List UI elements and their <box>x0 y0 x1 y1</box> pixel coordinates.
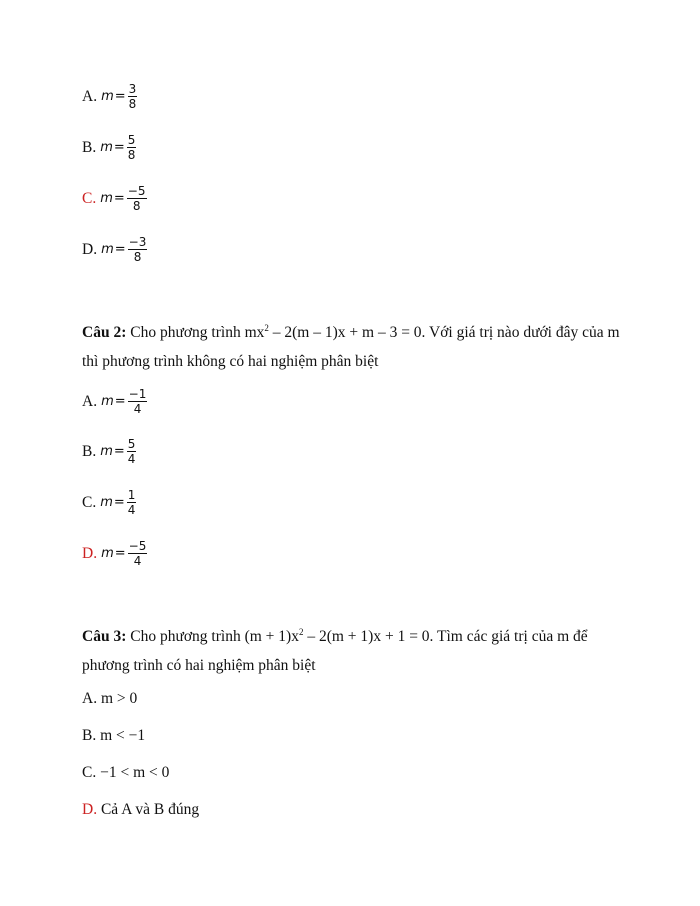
variable: m <box>101 546 114 561</box>
equals-sign: = <box>114 89 126 104</box>
question-text-part2: – 2(m – 1)x + m – 3 = 0. Với giá trị nào dưới đây của m thì phương trình không có hai nghiệm phân biệt <box>82 324 620 370</box>
option-letter: D. <box>82 240 98 258</box>
fraction <box>128 82 138 111</box>
q3-option-a[interactable] <box>82 690 137 708</box>
option-letter: B. <box>82 442 97 460</box>
equals-sign: = <box>113 495 125 510</box>
numerator: −3 <box>128 235 147 249</box>
numerator: 3 <box>128 82 137 96</box>
equals-sign: = <box>114 394 126 409</box>
option-text: −1 < m < 0 <box>96 764 170 781</box>
variable: m <box>100 140 113 155</box>
option-letter: A. <box>82 392 98 410</box>
question-label: Câu 3: <box>82 628 127 645</box>
equals-sign: = <box>113 140 125 155</box>
option-letter: C. <box>82 189 97 207</box>
option-text: Cả A và B đúng <box>97 801 200 818</box>
question-label: Câu 2: <box>82 324 127 341</box>
denominator: 4 <box>133 402 142 416</box>
question-3 <box>82 622 622 680</box>
question-text-part1: Cho phương trình mx <box>126 324 265 341</box>
q1-option-c[interactable] <box>82 184 147 213</box>
q2-option-b[interactable] <box>82 437 136 466</box>
option-letter: D. <box>82 544 98 562</box>
equals-sign: = <box>113 191 125 206</box>
fraction <box>128 235 148 264</box>
fraction <box>128 539 148 568</box>
variable: m <box>101 242 114 257</box>
question-text-part2: – 2(m + 1)x + 1 = 0. Tìm các giá trị của m để phương trình có hai nghiệm phân biệt <box>82 628 588 674</box>
numerator: 5 <box>127 133 136 147</box>
variable: m <box>100 495 113 510</box>
fraction <box>127 488 137 517</box>
option-text: m > 0 <box>97 690 138 707</box>
fraction <box>128 387 148 416</box>
denominator: 8 <box>133 250 142 264</box>
fraction <box>127 437 137 466</box>
variable: m <box>101 89 114 104</box>
denominator: 4 <box>127 503 136 517</box>
variable: m <box>100 191 113 206</box>
question-2 <box>82 318 622 376</box>
denominator: 4 <box>127 452 136 466</box>
numerator: −5 <box>128 539 147 553</box>
denominator: 8 <box>127 148 136 162</box>
variable: m <box>100 444 113 459</box>
option-letter: A. <box>82 87 98 105</box>
exponent: 2 <box>298 626 304 637</box>
q3-option-d[interactable] <box>82 801 199 819</box>
numerator: 1 <box>127 488 136 502</box>
option-letter: B. <box>82 727 97 744</box>
option-letter: D. <box>82 801 98 818</box>
option-text: m < −1 <box>96 727 146 744</box>
denominator: 4 <box>133 554 142 568</box>
numerator: −1 <box>128 387 147 401</box>
denominator: 8 <box>132 199 141 213</box>
fraction <box>127 133 137 162</box>
q2-option-d[interactable] <box>82 539 147 568</box>
numerator: 5 <box>127 437 136 451</box>
question-text-part1: Cho phương trình (m + 1)x <box>126 628 299 645</box>
denominator: 8 <box>128 97 137 111</box>
q2-option-a[interactable] <box>82 387 147 416</box>
fraction <box>127 184 147 213</box>
numerator: −5 <box>127 184 146 198</box>
exponent: 2 <box>264 322 269 333</box>
option-letter: C. <box>82 493 97 511</box>
q1-option-a[interactable] <box>82 82 137 111</box>
variable: m <box>101 394 114 409</box>
equals-sign: = <box>113 444 125 459</box>
q2-option-c[interactable] <box>82 488 136 517</box>
equals-sign: = <box>114 546 126 561</box>
option-letter: A. <box>82 690 98 707</box>
q3-option-b[interactable] <box>82 727 145 745</box>
option-letter: C. <box>82 764 97 781</box>
option-letter: B. <box>82 138 97 156</box>
q1-option-b[interactable] <box>82 133 136 162</box>
equals-sign: = <box>114 242 126 257</box>
q1-option-d[interactable] <box>82 235 147 264</box>
q3-option-c[interactable] <box>82 764 169 782</box>
